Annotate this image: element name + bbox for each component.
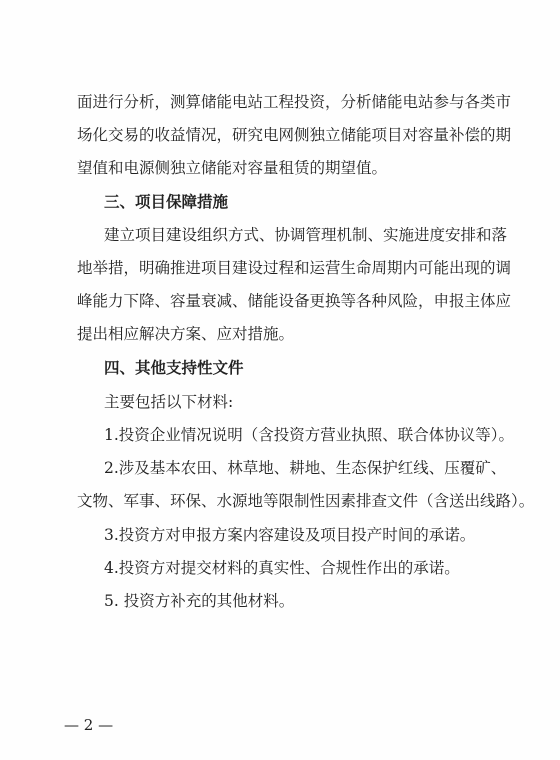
paragraph-line: 提出相应解决方案、应对措施。 — [77, 325, 295, 343]
paragraph-line: 面进行分析，测算储能电站工程投资，分析储能电站参与各类市 — [77, 93, 512, 111]
paragraph-line: 主要包括以下材料: — [104, 393, 234, 411]
paragraph-line: 建立项目建设组织方式、协调管理机制、实施进度安排和落 — [104, 226, 508, 244]
section-heading: 三、项目保障措施 — [104, 193, 229, 211]
list-item: 4.投资方对提交材料的真实性、合规性作出的承诺。 — [104, 559, 460, 577]
list-item: 2.涉及基本农田、林草地、耕地、生态保护红线、压覆矿、 — [104, 459, 507, 477]
paragraph-line: 场化交易的收益情况，研究电网侧独立储能项目对容量补偿的期 — [77, 126, 512, 144]
page-number: — 2 — — [64, 716, 114, 734]
paragraph-line: 峰能力下降、容量衰减、储能设备更换等各种风险，申报主体应 — [77, 292, 512, 310]
paragraph-line: 地举措，明确推进项目建设过程和运营生命周期内可能出现的调 — [77, 259, 512, 277]
section-heading: 四、其他支持性文件 — [104, 359, 244, 377]
list-item: 5. 投资方补充的其他材料。 — [104, 592, 295, 610]
list-item-continuation: 文物、军事、环保、水源地等限制性因素排查文件（含送出线路）。 — [77, 492, 535, 510]
list-item: 3.投资方对申报方案内容建设及项目投产时间的承诺。 — [104, 526, 476, 544]
paragraph-line: 望值和电源侧独立储能对容量租赁的期望值。 — [77, 159, 388, 177]
list-item: 1.投资企业情况说明（含投资方营业执照、联合体协议等）。 — [104, 426, 515, 444]
